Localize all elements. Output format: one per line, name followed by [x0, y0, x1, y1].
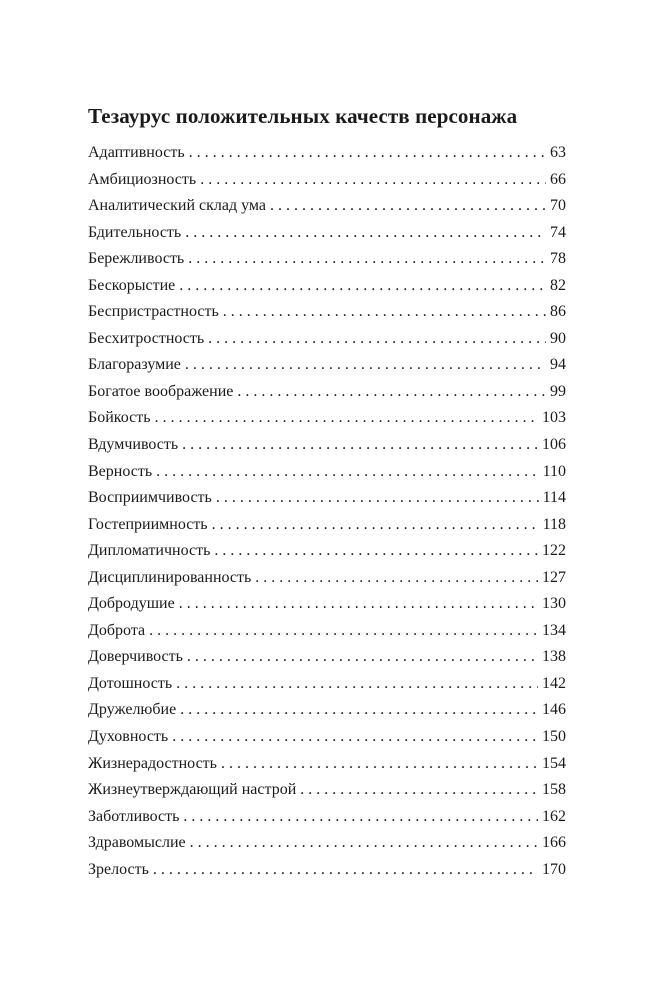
toc-entry[interactable]	[88, 538, 566, 565]
toc-entry[interactable]	[88, 273, 566, 300]
dot-leader	[208, 326, 546, 353]
toc-entry-page-number: 138	[542, 648, 566, 666]
toc-entry-label: Бережливость	[88, 250, 185, 268]
dot-leader	[153, 857, 538, 884]
toc-entry[interactable]	[88, 432, 566, 459]
toc-entry-page-number: 127	[542, 568, 566, 586]
toc-entry-label: Доверчивость	[88, 648, 183, 666]
toc-entry-page-number: 106	[542, 436, 566, 454]
toc-entry-page-number: 134	[542, 621, 566, 639]
toc-entry-label: Вдумчивость	[88, 436, 179, 454]
toc-entry-page-number: 99	[550, 382, 566, 400]
toc-entry[interactable]	[88, 644, 566, 671]
toc-entry-page-number: 103	[542, 409, 566, 427]
toc-entry-label: Бойкость	[88, 409, 151, 427]
dot-leader	[179, 591, 538, 618]
toc-entry[interactable]	[88, 140, 566, 167]
toc-entry-page-number: 122	[542, 542, 566, 560]
toc-entry-page-number: 142	[542, 674, 566, 692]
dot-leader	[300, 777, 538, 804]
toc-entry-label: Амбициозность	[88, 170, 197, 188]
toc-entry[interactable]	[88, 326, 566, 353]
toc-entry-page-number: 146	[542, 701, 566, 719]
toc-entry-label: Дипломатичность	[88, 542, 211, 560]
toc-entry[interactable]	[88, 459, 566, 486]
toc-entry-label: Богатое воображение	[88, 382, 234, 400]
toc-entry-label: Доброта	[88, 621, 146, 639]
toc-entry-page-number: 162	[542, 807, 566, 825]
toc-entry[interactable]	[88, 724, 566, 751]
dot-leader	[189, 140, 546, 167]
toc-entry-label: Бескорыстие	[88, 276, 176, 294]
toc-entry[interactable]	[88, 671, 566, 698]
toc-entry-label: Духовность	[88, 728, 169, 746]
toc-list	[88, 140, 566, 883]
dot-leader	[185, 352, 546, 379]
toc-entry-label: Беспристрастность	[88, 303, 219, 321]
toc-entry-page-number: 150	[542, 728, 566, 746]
page-title: Тезаурус положительных качеств персонажа	[88, 104, 518, 128]
dot-leader	[156, 459, 538, 486]
toc-entry[interactable]	[88, 618, 566, 645]
dot-leader	[200, 167, 546, 194]
dot-leader	[214, 538, 538, 565]
toc-entry-page-number: 90	[550, 329, 566, 347]
toc-entry-label: Благоразумие	[88, 356, 181, 374]
toc-entry-label: Гостеприимность	[88, 515, 208, 533]
dot-leader	[155, 405, 539, 432]
toc-entry-label: Дотошность	[88, 674, 173, 692]
toc-entry[interactable]	[88, 193, 566, 220]
dot-leader	[179, 273, 546, 300]
toc-entry-page-number: 114	[542, 489, 566, 507]
toc-entry-page-number: 70	[550, 197, 566, 215]
toc-entry-page-number: 86	[550, 303, 566, 321]
toc-entry-label: Жизнерадостность	[88, 754, 217, 772]
toc-entry[interactable]	[88, 751, 566, 778]
toc-entry-page-number: 66	[550, 170, 566, 188]
dot-leader	[255, 565, 538, 592]
toc-entry-page-number: 154	[542, 754, 566, 772]
toc-entry[interactable]	[88, 591, 566, 618]
toc-entry[interactable]	[88, 857, 566, 884]
toc-entry-page-number: 118	[542, 515, 566, 533]
toc-entry[interactable]	[88, 405, 566, 432]
toc-entry-label: Здравомыслие	[88, 834, 186, 852]
toc-entry-label: Адаптивность	[88, 144, 185, 161]
toc-entry[interactable]	[88, 167, 566, 194]
toc-entry-label: Зрелость	[88, 860, 149, 878]
toc-entry-page-number: 74	[550, 223, 566, 241]
toc-entry-label: Заботливость	[88, 807, 180, 825]
dot-leader	[223, 299, 546, 326]
toc-entry-label: Дружелюбие	[88, 701, 177, 719]
dot-leader	[149, 618, 538, 645]
toc-entry-label: Верность	[88, 462, 153, 480]
toc-entry[interactable]	[88, 512, 566, 539]
toc-entry-label: Аналитический склад ума	[88, 197, 267, 215]
toc-entry[interactable]	[88, 830, 566, 857]
toc-entry-page-number: 130	[542, 595, 566, 613]
toc-entry-page-number: 94	[550, 356, 566, 374]
toc-entry-page-number: 170	[542, 860, 566, 878]
dot-leader	[187, 644, 538, 671]
toc-entry[interactable]	[88, 352, 566, 379]
dot-leader	[172, 724, 538, 751]
toc-entry[interactable]	[88, 485, 566, 512]
dot-leader	[221, 751, 538, 778]
toc-entry-label: Восприимчивость	[88, 489, 212, 507]
toc-entry-page-number: 158	[542, 781, 566, 799]
dot-leader	[182, 432, 538, 459]
dot-leader	[190, 830, 538, 857]
toc-entry[interactable]	[88, 220, 566, 247]
toc-entry[interactable]	[88, 697, 566, 724]
toc-entry[interactable]	[88, 246, 566, 273]
toc-entry[interactable]	[88, 777, 566, 804]
dot-leader	[188, 246, 546, 273]
toc-entry[interactable]	[88, 804, 566, 831]
toc-entry-page-number: 166	[542, 834, 566, 852]
dot-leader	[183, 804, 538, 831]
toc-entry-label: Дисциплинированность	[88, 568, 252, 586]
toc-entry[interactable]	[88, 565, 566, 592]
toc-entry-label: Бесхитростность	[88, 329, 205, 347]
dot-leader	[216, 485, 539, 512]
toc-entry-page-number: 63	[550, 144, 566, 161]
toc-entry[interactable]	[88, 299, 566, 326]
toc-entry[interactable]	[88, 379, 566, 406]
dot-leader	[185, 220, 546, 247]
toc-entry-label: Бдительность	[88, 223, 182, 241]
toc-entry-page-number: 82	[550, 276, 566, 294]
toc-entry-label: Жизнеутверждающий настрой	[88, 781, 297, 799]
dot-leader	[270, 193, 546, 220]
toc-entry-label: Добродушие	[88, 595, 175, 613]
dot-leader	[176, 671, 538, 698]
toc-entry-page-number: 78	[550, 250, 566, 268]
dot-leader	[237, 379, 546, 406]
toc-entry-page-number: 110	[542, 462, 566, 480]
dot-leader	[180, 697, 538, 724]
toc-page	[88, 104, 566, 883]
dot-leader	[212, 512, 539, 539]
